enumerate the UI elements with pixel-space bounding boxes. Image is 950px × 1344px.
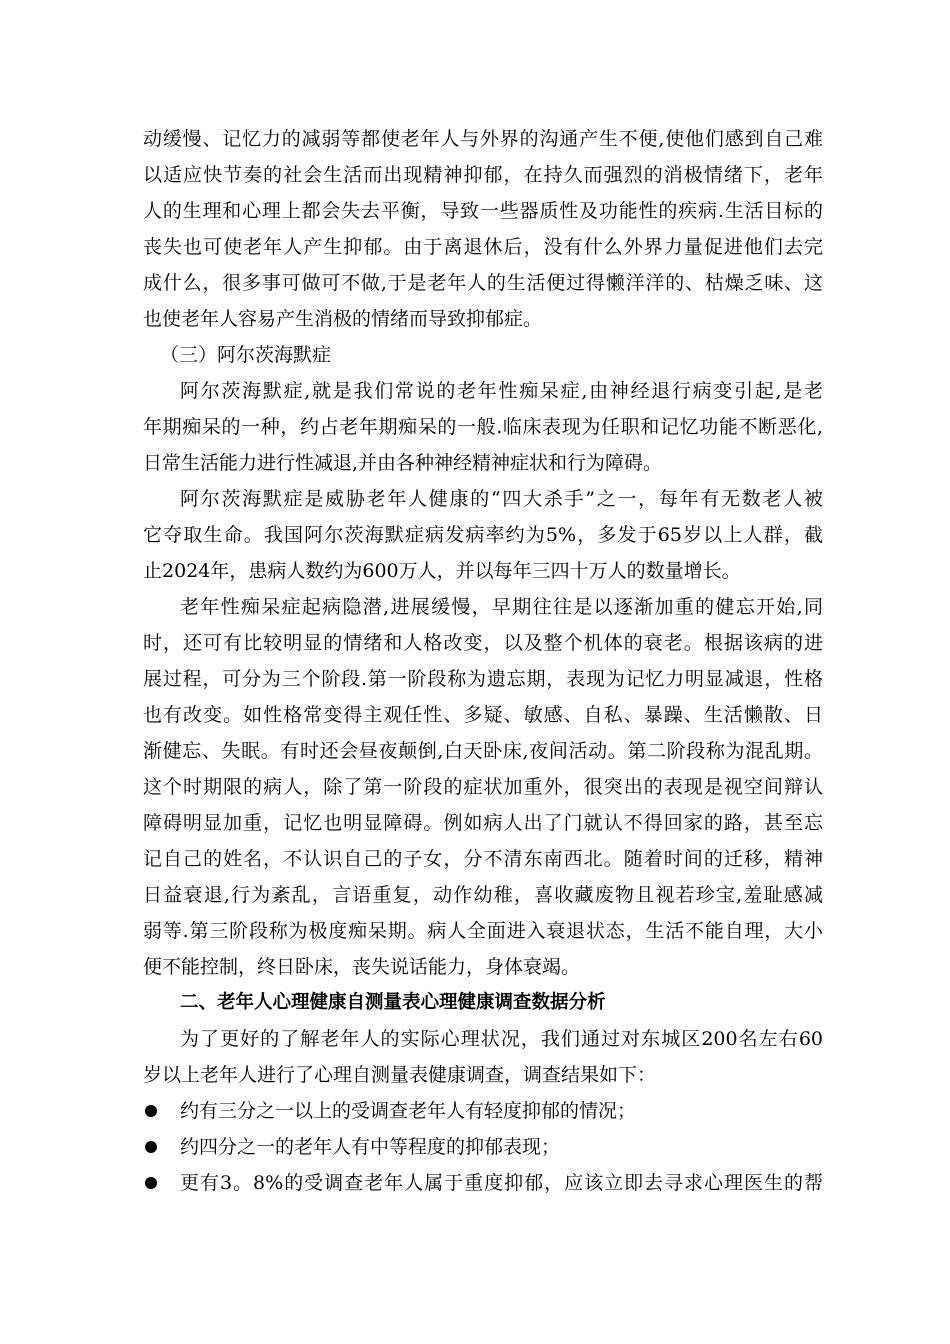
list-item: 更有3。8%的受调查老年人属于重度抑郁，应该立即去寻求心理医生的帮	[180, 1172, 823, 1194]
text-line: 展过程，可分为三个阶段.第一阶段称为遗忘期，表现为记忆力明显减退，性格	[143, 668, 823, 690]
text-line: 人的生理和心理上都会失去平衡，导致一些器质性及功能性的疾病.生活目标的	[143, 200, 823, 222]
text-line: 便不能控制，终日卧床，丧失说话能力，身体衰竭。	[143, 956, 581, 978]
text-line: 岁以上老年人进行了心理自测量表健康调查，调查结果如下：	[143, 1064, 657, 1086]
text-line: 渐健忘、失眠。有时还会昼夜颠倒,白天卧床,夜间活动。第二阶段称为混乱期。	[143, 740, 823, 762]
text-line: 也有改变。如性格常变得主观任性、多疑、敏感、自私、暴躁、生活懒散、日	[143, 704, 823, 726]
text-line: 记自己的姓名，不认识自己的子女，分不清东南西北。随着时间的迁移，精神	[143, 848, 823, 870]
text-line: 阿尔茨海默症,就是我们常说的老年性痴呆症,由神经退行病变引起,是老	[180, 380, 823, 402]
list-item: 约有三分之一以上的受调查老年人有轻度抑郁的情况；	[180, 1100, 637, 1122]
text-line: 障碍明显加重，记忆也明显障碍。例如病人出了门就认不得回家的路，甚至忘	[143, 812, 823, 834]
text-line: 止2024年，患病人数约为600万人，并以每年三四十万人的数量增长。	[143, 560, 741, 582]
list-item: 约四分之一的老年人有中等程度的抑郁表现；	[180, 1136, 561, 1158]
bullet-dot-icon	[145, 1105, 157, 1117]
text-line: 年期痴呆的一种，约占老年期痴呆的一般.临床表现为任职和记忆功能不断恶化,	[143, 416, 823, 438]
text-line: 阿尔茨海默症是威胁老年人健康的“四大杀手”之一，每年有无数老人被	[180, 488, 823, 510]
bullet-dot-icon	[145, 1141, 157, 1153]
text-line: 日益衰退,行为紊乱，言语重复，动作幼稚，喜收藏废物且视若珍宝,羞耻感减	[143, 884, 823, 906]
text-line: 也使老年人容易产生消极的情绪而导致抑郁症。	[143, 308, 543, 330]
text-line: 弱等.第三阶段称为极度痴呆期。病人全面进入衰退状态，生活不能自理，大小	[143, 920, 823, 942]
text-line: 它夺取生命。我国阿尔茨海默症病发病率约为5%，多发于65岁以上人群，截	[143, 524, 823, 546]
subheading: （三）阿尔茨海默症	[160, 344, 332, 366]
text-line: 成什么，很多事可做可不做,于是老年人的生活便过得懒洋洋的、枯燥乏味、这	[143, 272, 823, 294]
text-line: 时，还可有比较明显的情绪和人格改变，以及整个机体的衰老。根据该病的进	[143, 632, 823, 654]
text-line: 以适应快节奏的社会生活而出现精神抑郁，在持久而强烈的消极情绪下，老年	[143, 164, 823, 186]
text-line: 日常生活能力进行性减退,并由各种神经精神症状和行为障碍。	[143, 452, 663, 474]
text-line: 为了更好的了解老年人的实际心理状况，我们通过对东城区200名左右60	[180, 1028, 823, 1050]
section-heading: 二、老年人心理健康自测量表心理健康调查数据分析	[180, 992, 606, 1013]
text-line: 丧失也可使老年人产生抑郁。由于离退休后，没有什么外界力量促进他们去完	[143, 236, 823, 258]
bullet-dot-icon	[145, 1177, 157, 1189]
text-line: 这个时期限的病人，除了第一阶段的症状加重外，很突出的表现是视空间辩认	[143, 776, 823, 798]
text-line: 老年性痴呆症起病隐潜,进展缓慢，早期往往是以逐渐加重的健忘开始,同	[180, 596, 823, 618]
text-line: 动缓慢、记忆力的减弱等都使老年人与外界的沟通产生不便,使他们感到自己难	[143, 128, 823, 150]
